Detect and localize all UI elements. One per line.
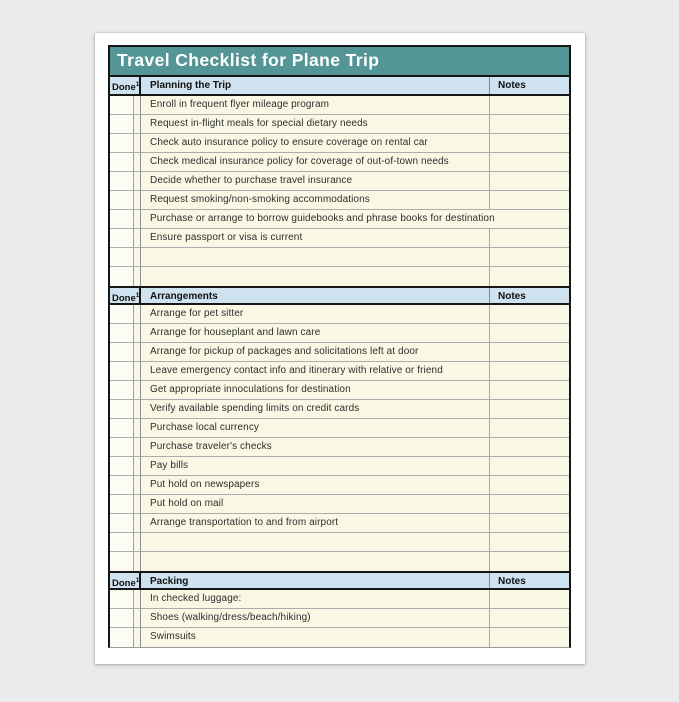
checklist-row (110, 609, 569, 628)
checklist-row (110, 628, 569, 647)
notes-cell[interactable] (489, 96, 569, 114)
item-text: Purchase or arrange to borrow guidebooks and phrase books for destination (150, 213, 495, 224)
done-cell (110, 419, 141, 437)
done-checkbox[interactable] (110, 514, 134, 532)
done-checkbox[interactable] (110, 305, 134, 323)
done-cell (110, 229, 141, 247)
section-title: Packing (150, 576, 189, 587)
checklist-section (110, 286, 569, 571)
checklist-row (110, 229, 569, 248)
notes-cell[interactable] (489, 438, 569, 456)
notes-cell[interactable] (489, 172, 569, 190)
checklist-row (110, 381, 569, 400)
notes-cell[interactable] (489, 267, 569, 286)
item-text (141, 533, 489, 551)
checklist-row (110, 533, 569, 552)
done-column-header: Done$^1$ (110, 573, 141, 588)
item-text: Put hold on newspapers (150, 479, 260, 490)
done-cell (110, 533, 141, 551)
item-text: Pay bills (150, 460, 189, 471)
done-cell (110, 96, 141, 114)
done-checkbox[interactable] (110, 495, 134, 513)
checklist-row (110, 457, 569, 476)
item-text: Purchase traveler's checks (150, 441, 272, 452)
notes-cell[interactable] (489, 362, 569, 380)
done-cell (110, 457, 141, 475)
checklist-table (108, 45, 571, 648)
done-cell (110, 400, 141, 418)
done-checkbox[interactable] (110, 96, 134, 114)
done-checkbox[interactable] (110, 552, 134, 571)
item-text (141, 552, 489, 571)
item-text: Request smoking/non-smoking accommodations (150, 194, 370, 205)
item-text: Put hold on mail (150, 498, 224, 509)
checklist-row (110, 153, 569, 172)
document-title: Travel Checklist for Plane Trip (117, 50, 380, 70)
item-text: Shoes (walking/dress/beach/hiking) (150, 612, 311, 623)
checklist-row (110, 324, 569, 343)
done-checkbox[interactable] (110, 134, 134, 152)
notes-column-header: Notes (489, 288, 569, 303)
done-checkbox[interactable] (110, 400, 134, 418)
item-text: Arrange for houseplant and lawn care (150, 327, 321, 338)
notes-cell[interactable] (489, 305, 569, 323)
notes-cell[interactable] (489, 457, 569, 475)
done-cell (110, 476, 141, 494)
done-checkbox[interactable] (110, 476, 134, 494)
item-text: Arrange for pickup of packages and solicitations left at door (150, 346, 419, 357)
notes-cell[interactable] (489, 400, 569, 418)
checklist-row (110, 438, 569, 457)
done-cell (110, 324, 141, 342)
done-cell (110, 115, 141, 133)
done-cell (110, 609, 141, 627)
checklist-row (110, 590, 569, 609)
section-header-row (110, 571, 569, 590)
done-checkbox[interactable] (110, 438, 134, 456)
notes-column-header: Notes (489, 77, 569, 94)
done-column-header: Done$^1$ (110, 288, 141, 303)
done-cell (110, 495, 141, 513)
item-text: Get appropriate innoculations for destination (150, 384, 351, 395)
checklist-row (110, 267, 569, 286)
done-checkbox[interactable] (110, 533, 134, 551)
item-text: In checked luggage: (150, 593, 242, 604)
checklist-row (110, 305, 569, 324)
done-checkbox[interactable] (110, 628, 134, 647)
section-header-row (110, 286, 569, 305)
done-checkbox[interactable] (110, 210, 134, 228)
item-text: Check auto insurance policy to ensure coverage on rental car (150, 137, 428, 148)
item-text: Arrange for pet sitter (150, 308, 244, 319)
notes-cell[interactable] (489, 533, 569, 551)
section-title: Planning the Trip (150, 80, 232, 91)
notes-column-header: Notes (489, 573, 569, 588)
done-checkbox[interactable] (110, 267, 134, 286)
item-text: Leave emergency contact info and itinerary with relative or friend (150, 365, 443, 376)
done-checkbox[interactable] (110, 153, 134, 171)
document-title-bar (110, 47, 569, 77)
done-cell (110, 134, 141, 152)
done-checkbox[interactable] (110, 248, 134, 266)
checklist-row (110, 343, 569, 362)
checklist-row (110, 552, 569, 571)
notes-cell[interactable] (489, 590, 569, 608)
item-text: Request in-flight meals for special dietary needs (150, 118, 368, 129)
done-checkbox[interactable] (110, 229, 134, 247)
notes-cell[interactable] (489, 552, 569, 571)
item-text: Arrange transportation to and from airport (150, 517, 339, 528)
item-text: Verify available spending limits on credit cards (150, 403, 360, 414)
checklist-row (110, 191, 569, 210)
done-checkbox[interactable] (110, 419, 134, 437)
checklist-row (110, 495, 569, 514)
done-cell (110, 153, 141, 171)
checklist-row (110, 134, 569, 153)
done-checkbox[interactable] (110, 609, 134, 627)
done-cell (110, 381, 141, 399)
done-column-header: Done$^1$ (110, 77, 141, 94)
done-checkbox[interactable] (110, 457, 134, 475)
done-cell (110, 628, 141, 647)
done-checkbox[interactable] (110, 172, 134, 190)
done-checkbox[interactable] (110, 115, 134, 133)
checklist-sections (110, 77, 569, 647)
item-text: Check medical insurance policy for coverage of out-of-town needs (150, 156, 449, 167)
item-text: Ensure passport or visa is current (150, 232, 303, 243)
done-checkbox[interactable] (110, 590, 134, 608)
section-rows (110, 305, 569, 571)
notes-cell[interactable] (489, 476, 569, 494)
notes-cell[interactable] (489, 324, 569, 342)
item-text: Decide whether to purchase travel insurance (150, 175, 353, 186)
done-cell (110, 552, 141, 571)
section-title: Arrangements (150, 291, 218, 302)
item-text (141, 248, 489, 266)
checklist-row (110, 514, 569, 533)
notes-cell[interactable] (489, 609, 569, 627)
notes-cell[interactable] (489, 343, 569, 361)
done-checkbox[interactable] (110, 324, 134, 342)
notes-cell[interactable] (489, 134, 569, 152)
done-cell (110, 191, 141, 209)
item-text: Purchase local currency (150, 422, 260, 433)
section-rows (110, 96, 569, 286)
done-cell (110, 248, 141, 266)
checklist-row (110, 248, 569, 267)
notes-cell[interactable] (489, 514, 569, 532)
done-cell (110, 362, 141, 380)
notes-cell[interactable] (489, 628, 569, 647)
done-cell (110, 210, 141, 228)
notes-cell[interactable] (489, 248, 569, 266)
document-page (95, 33, 585, 664)
done-cell (110, 438, 141, 456)
notes-cell[interactable] (489, 191, 569, 209)
checklist-row (110, 210, 569, 229)
checklist-row (110, 476, 569, 495)
notes-cell[interactable] (489, 495, 569, 513)
done-checkbox[interactable] (110, 381, 134, 399)
checklist-row (110, 115, 569, 134)
checklist-row (110, 172, 569, 191)
notes-cell[interactable] (489, 381, 569, 399)
done-checkbox[interactable] (110, 191, 134, 209)
checklist-row (110, 96, 569, 115)
item-text: Enroll in frequent flyer mileage program (150, 99, 330, 110)
done-checkbox[interactable] (110, 362, 134, 380)
section-header-row (110, 77, 569, 96)
done-checkbox[interactable] (110, 343, 134, 361)
item-text: Swimsuits (150, 631, 196, 642)
notes-cell[interactable] (489, 229, 569, 247)
checklist-section (110, 77, 569, 286)
section-rows (110, 590, 569, 647)
done-cell (110, 305, 141, 323)
checklist-row (110, 362, 569, 381)
notes-cell[interactable] (489, 419, 569, 437)
done-cell (110, 590, 141, 608)
done-cell (110, 514, 141, 532)
notes-cell[interactable] (489, 115, 569, 133)
item-text (141, 267, 489, 286)
checklist-row (110, 400, 569, 419)
checklist-section (110, 571, 569, 647)
checklist-row (110, 419, 569, 438)
done-cell (110, 267, 141, 286)
done-cell (110, 343, 141, 361)
done-cell (110, 172, 141, 190)
notes-cell[interactable] (489, 153, 569, 171)
